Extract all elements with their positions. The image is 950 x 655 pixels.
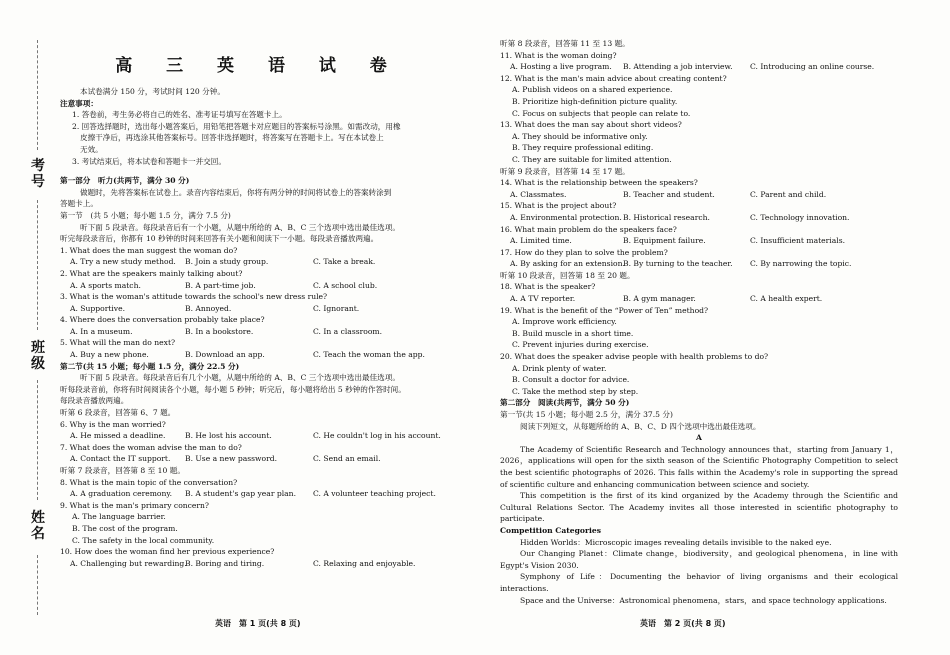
passage-paragraph: This competition is the first of its kind organized by the Academy through the Scientific and Cultural Relations Sector. The Academy invites all those interested in scientific photography to participate.: [500, 491, 898, 524]
option: A. Environmental protection.: [510, 212, 622, 222]
option: C. Take a break.: [313, 257, 376, 267]
option: C. A health expert.: [750, 294, 823, 304]
side-label-xingming: 姓名: [31, 510, 45, 542]
part-title: 第二部分 阅读(共两节，满分 50 分): [500, 398, 630, 408]
notice-item: 无效。: [80, 144, 103, 154]
option: B. Annoyed.: [185, 303, 232, 313]
option: C. Parent and child.: [750, 189, 827, 199]
option: B. Boring and tiring.: [185, 558, 265, 568]
question-stem: 11. What is the woman doing?: [500, 50, 617, 60]
page-1: [60, 0, 456, 569]
instruction: 听下面 5 段录音。每段录音后有几个小题，从题中所给的 A、B、C 三个选项中选出最佳选项。: [80, 373, 400, 383]
question-stem: 10. How does the woman find her previous experience?: [60, 547, 275, 557]
question-stem: 13. What does the man say about short videos?: [500, 120, 682, 130]
part-title: 第一部分 听力(共两节，满分 30 分): [60, 176, 190, 186]
option: C. Introducing an online course.: [750, 62, 875, 72]
option: B. By turning to the teacher.: [623, 259, 733, 269]
category-heading: Competition Categories: [500, 525, 601, 535]
instruction: 每段录音播放两遍。: [60, 396, 129, 406]
option: B. The cost of the program.: [72, 523, 178, 533]
segment-title: 听第 9 段录音，回答第 14 至 17 题。: [500, 166, 630, 176]
question-stem: 14. What is the relationship between the speakers?: [500, 178, 698, 188]
option: C. Teach the woman the app.: [313, 350, 425, 360]
option: C. He couldn't log in his account.: [313, 431, 441, 441]
notice-title: 注意事项：: [60, 98, 98, 108]
option: B. Use a new password.: [185, 454, 278, 464]
option: B. In a bookstore.: [185, 326, 254, 336]
question-stem: 3. What is the woman's attitude towards the school's new dress rule?: [60, 292, 328, 302]
category-item: Symphony of Life：Documenting the behavior of living organisms and their ecological interactions.: [500, 572, 898, 593]
question-stem: 12. What is the man's main advice about creating content?: [500, 73, 727, 83]
option: A. They should be informative only.: [512, 131, 648, 141]
option: A. Buy a new phone.: [70, 350, 149, 360]
option: A. He missed a deadline.: [70, 431, 166, 441]
option: B. Download an app.: [185, 350, 265, 360]
notice-item: 1. 答卷前，考生务必将自己的姓名、准考证号填写在答题卡上。: [72, 110, 287, 120]
category-item: Our Changing Planet：Climate change，biodiversity，and geological phenomena，in line with Egypt's Vision 2030.: [500, 549, 898, 570]
option: C. Ignorant.: [313, 303, 360, 313]
question-stem: 18. What is the speaker?: [500, 282, 596, 292]
page-footer: 英语 第 1 页(共 8 页): [215, 619, 301, 628]
option: C. Technology innovation.: [750, 212, 850, 222]
option: A. Improve work efficiency.: [512, 317, 617, 327]
binding-line: [37, 555, 38, 615]
option: B. He lost his account.: [185, 431, 272, 441]
question-stem: 7. What does the woman advise the man to do?: [60, 442, 242, 452]
option: B. Teacher and student.: [623, 189, 715, 199]
instruction: 听每段录音前，你将有时间阅读各个小题，每小题 5 秒钟；听完后，每小题将给出 5 秒钟的作答时间。: [60, 384, 406, 394]
option: B. Prioritize high-definition picture quality.: [512, 96, 678, 106]
option: B. Attending a job interview.: [623, 62, 733, 72]
option: B. Equipment failure.: [623, 236, 706, 246]
binding-line: [37, 40, 38, 150]
option: A. The language barrier.: [72, 512, 166, 522]
question-stem: 15. What is the project about?: [500, 201, 617, 211]
option: A. Limited time.: [510, 236, 572, 246]
question-stem: 8. What is the main topic of the conversation?: [60, 477, 238, 487]
question-stem: 17. How do they plan to solve the problem?: [500, 247, 668, 257]
section-title: 第一节(共 15 小题；每小题 2.5 分，满分 37.5 分): [500, 410, 673, 419]
section-title: 第二节(共 15 小题；每小题 1.5 分，满分 22.5 分): [60, 361, 240, 371]
option: A. Drink plenty of water.: [512, 363, 607, 373]
instruction: 做题时，先将答案标在试卷上。录音内容结束后，你将有两分钟的时间将试卷上的答案转涂到: [80, 187, 392, 197]
option: C. Insufficient materials.: [750, 236, 845, 246]
option: C. Relaxing and enjoyable.: [313, 558, 416, 568]
option: B. Join a study group.: [185, 257, 269, 267]
question-stem: 16. What main problem do the speakers face?: [500, 224, 677, 234]
side-label-kaohao: 考号: [31, 158, 45, 190]
side-label-banji: 班级: [31, 340, 45, 372]
question-stem: 5. What will the man do next?: [60, 338, 176, 348]
question-stem: 6. Why is the man worried?: [60, 419, 166, 429]
instruction: 听完每段录音后，你都有 10 秒钟的时间来回答有关小题和阅读下一小题。每段录音播放两遍。: [60, 234, 379, 244]
option: A. Challenging but rewarding.: [70, 558, 187, 568]
option: A. A TV reporter.: [510, 294, 576, 304]
instruction: 听下面 5 段录音。每段录音后有一个小题，从题中所给的 A、B、C 三个选项中选出最佳选项。: [80, 222, 400, 232]
option: A. A graduation ceremony.: [70, 489, 173, 499]
intro-line: 本试卷满分 150 分，考试时间 120 分钟。: [80, 87, 225, 96]
question-stem: 19. What is the benefit of the “Power of Ten” method?: [500, 305, 709, 315]
option: A. Classmates.: [510, 189, 567, 199]
option: B. A part-time job.: [185, 280, 256, 290]
option: A. A sports match.: [70, 280, 141, 290]
instruction: 答题卡上。: [60, 199, 98, 209]
page-2: [500, 38, 898, 606]
binding-line: [37, 200, 38, 330]
notice-item: 2. 回答选择题时，选出每小题答案后，用铅笔把答题卡对应题目的答案标号涂黑。如需改动，用橡: [72, 121, 401, 131]
option: A. Hosting a live program.: [510, 62, 612, 72]
passage-paragraph: The Academy of Scientific Research and Technology announces that，starting from January 1，2026，applications will open for the sixth season of the Scientific Photography Competition to select the best scientific photographs of 2026. This falls within the Academy's role in supporting the spread of scientific culture and enhancing communication between science and society.: [500, 444, 898, 489]
category-item: Space and the Universe：Astronomical phenomena，stars，and space technology applications.: [520, 595, 887, 605]
category-item: Hidden Worlds：Microscopic images revealing details invisible to the naked eye.: [520, 537, 832, 547]
question-stem: 2. What are the speakers mainly talking about?: [60, 268, 243, 278]
option: A. By asking for an extension.: [510, 259, 625, 269]
question-stem: 20. What does the speaker advise people with health problems to do?: [500, 352, 769, 362]
option: A. Contact the IT support.: [70, 454, 171, 464]
option: A. Publish videos on a shared experience.: [512, 85, 673, 95]
notice-item: 3. 考试结束后，将本试卷和答题卡一并交回。: [72, 156, 226, 166]
question-stem: 4. Where does the conversation probably take place?: [60, 315, 265, 325]
segment-title: 听第 7 段录音，回答第 8 至 10 题。: [60, 466, 185, 475]
option: C. By narrowing the topic.: [750, 259, 852, 269]
segment-title: 听第 6 段录音，回答第 6、7 题。: [60, 408, 176, 418]
option: B. Consult a doctor for advice.: [512, 375, 630, 385]
option: B. A student's gap year plan.: [185, 489, 296, 499]
option: C. They are suitable for limited attention.: [512, 154, 672, 164]
option: C. Prevent injuries during exercise.: [512, 340, 649, 350]
question-stem: 1. What does the man suggest the woman do?: [60, 245, 238, 255]
page-footer: 英语 第 2 页(共 8 页): [640, 619, 726, 628]
page-title: 高 三 英 语 试 卷: [115, 56, 401, 76]
option: C. The safety in the local community.: [72, 535, 215, 545]
option: A. Supportive.: [70, 303, 126, 313]
binding-line: [37, 380, 38, 500]
option: C. Send an email.: [313, 454, 381, 464]
section-title: 第一节 (共 5 小题；每小题 1.5 分，满分 7.5 分): [60, 210, 231, 220]
option: A. Try a new study method.: [70, 257, 176, 267]
option: C. A school club.: [313, 280, 378, 290]
question-stem: 9. What is the man's primary concern?: [60, 500, 209, 510]
option: C. In a classroom.: [313, 326, 383, 336]
segment-title: 听第 8 段录音，回答第 11 至 13 题。: [500, 39, 630, 48]
notice-item: 皮擦干净后，再选涂其他答案标号。回答非选择题时，将答案写在答题卡上。写在本试卷上: [80, 133, 384, 143]
option: C. Take the method step by step.: [512, 386, 639, 396]
option: C. A volunteer teaching project.: [313, 489, 436, 499]
option: B. They require professional editing.: [512, 143, 654, 153]
option: A. In a museum.: [70, 326, 133, 336]
segment-title: 听第 10 段录音，回答第 18 至 20 题。: [500, 270, 635, 280]
option: C. Focus on subjects that people can relate to.: [512, 108, 691, 118]
option: B. A gym manager.: [623, 294, 696, 304]
instruction: 阅读下列短文，从每题所给的 A、B、C、D 四个选项中选出最佳选项。: [520, 421, 761, 431]
option: B. Build muscle in a short time.: [512, 328, 634, 338]
option: B. Historical research.: [623, 212, 710, 222]
passage-label: A: [696, 433, 702, 443]
